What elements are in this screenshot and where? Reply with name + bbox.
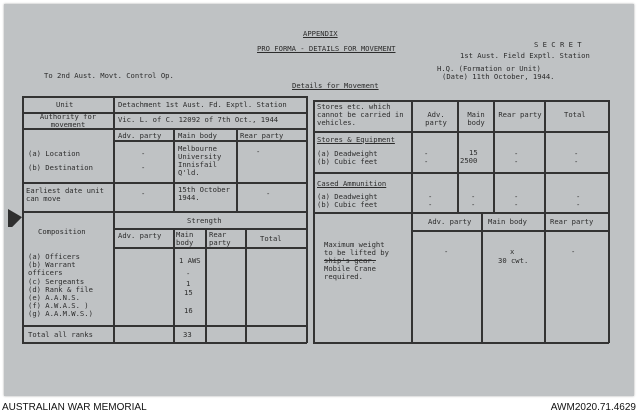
comp-aamws: (g) A.A.M.W.S.)	[28, 309, 93, 318]
rule	[544, 100, 546, 343]
adv-location: -	[141, 149, 146, 158]
cased-main-1: -	[471, 192, 476, 201]
stores-col-rear: Rear party	[498, 110, 542, 119]
footer-bar	[0, 400, 640, 415]
col-main-body: Main body	[178, 131, 217, 140]
main-sergeants: 1	[186, 279, 191, 288]
rule	[236, 128, 238, 212]
rule	[22, 96, 307, 98]
rule	[493, 100, 495, 213]
lift-col-main: Main body	[488, 217, 527, 226]
adv-destination: -	[141, 163, 146, 172]
stores-label: Stores etc. which cannot be carried in vehicles.	[317, 102, 404, 127]
strength-label: Strength	[187, 216, 222, 225]
total-main: 33	[183, 330, 192, 339]
cased-rear-2: -	[514, 200, 519, 209]
rule	[313, 131, 609, 133]
comp-officers: (a) Officers	[28, 252, 80, 261]
cased-total-1: -	[576, 192, 581, 201]
cased-total-2: -	[576, 200, 581, 209]
secret-marking: S E C R E T	[534, 40, 582, 49]
lift-col-adv: Adv. party	[428, 217, 472, 226]
cased-adv-2: -	[428, 200, 433, 209]
location-label: (a) Location	[28, 149, 80, 158]
unit-value: Detachment 1st Aust. Fd. Exptl. Station	[118, 100, 287, 109]
stores-col-total: Total	[564, 110, 586, 119]
rear-earliest: -	[266, 189, 271, 198]
cased-cubic-label: (b) Cubic feet	[317, 200, 378, 209]
eq-cubic-label: (b) Cubic feet	[317, 157, 378, 166]
rule	[22, 96, 24, 343]
rule	[411, 230, 609, 232]
rule	[22, 211, 307, 213]
eq-adv-1: -	[424, 149, 429, 158]
rule	[113, 247, 307, 249]
cased-deadweight-label: (a) Deadweight	[317, 192, 378, 201]
eq-main-1: 15	[469, 148, 478, 157]
stores-equipment-label: Stores & Equipment	[317, 135, 395, 144]
rear-location: -	[256, 147, 261, 156]
strength-col-rear: Rear party	[209, 230, 231, 247]
destination-label: (b) Destination	[28, 163, 93, 172]
adv-earliest: -	[141, 189, 146, 198]
date-line: (Date) 11th October, 1944.	[442, 72, 555, 81]
eq-total-1: -	[574, 149, 579, 158]
earliest-label: Earliest date unit can move	[26, 186, 104, 203]
rule	[313, 212, 609, 214]
to-line: To 2nd Aust. Movt. Control Op.	[44, 71, 174, 80]
mobile-crane-line2: required.	[324, 272, 363, 281]
rule	[22, 182, 307, 184]
main-warrant: -	[186, 269, 191, 278]
rule	[113, 140, 307, 142]
eq-rear-1: -	[514, 149, 519, 158]
rule	[205, 228, 207, 343]
eq-rear-2: -	[514, 157, 519, 166]
strength-col-total: Total	[260, 234, 282, 243]
max-weight-line2: to be lifted by	[324, 248, 389, 257]
appendix-heading: APPENDIX	[303, 29, 338, 38]
authority-value: Vic. L. of C. 12092 of 7th Oct., 1944	[118, 115, 279, 124]
main-awas: 16	[184, 306, 193, 315]
lift-adv-value: -	[444, 247, 449, 256]
eq-main-2: 2500	[460, 156, 478, 165]
stores-col-main: Main body	[467, 110, 485, 127]
cased-ammo-label: Cased Ammunition	[317, 179, 387, 188]
lift-main-x: x	[510, 247, 515, 256]
paper-tear	[8, 209, 22, 227]
rule	[481, 212, 483, 343]
unit-name-line: 1st Aust. Field Exptl. Station	[460, 51, 590, 60]
rule	[313, 342, 609, 344]
main-rank-file: 15	[184, 288, 193, 297]
document-page	[4, 4, 634, 396]
max-weight-line1: Maximum weight	[324, 240, 385, 249]
rule	[22, 342, 307, 344]
eq-deadweight-label: (a) Deadweight	[317, 149, 378, 158]
lift-rear-value: -	[571, 247, 576, 256]
authority-label: Authority for movement	[39, 112, 97, 129]
main-earliest: 15th October 1944.	[178, 185, 230, 202]
main-location: Melbourne University	[178, 144, 222, 161]
cased-rear-1: -	[514, 192, 519, 201]
footer-accession: AWM2020.71.4629	[550, 402, 636, 413]
total-label: Total all ranks	[28, 330, 93, 339]
rule	[457, 100, 459, 213]
eq-total-2: -	[574, 157, 579, 166]
main-destination: Innisfail Q'ld.	[178, 160, 217, 177]
col-rear-party: Rear party	[240, 131, 284, 140]
comp-awas: (f) A.W.A.S. )	[28, 301, 89, 310]
rule	[22, 325, 307, 327]
cased-main-2: -	[471, 200, 476, 209]
col-adv-party: Adv. party	[118, 131, 162, 140]
rule	[411, 100, 413, 343]
cased-adv-1: -	[428, 192, 433, 201]
main-officers: 1 AWS	[179, 256, 201, 265]
lift-col-rear: Rear party	[550, 217, 594, 226]
max-weight-line3: ship's gear.	[324, 256, 376, 265]
mobile-crane-line1: Mobile Crane	[324, 264, 376, 273]
strength-col-main: Main body	[176, 230, 194, 247]
stores-col-adv: Adv. party	[425, 110, 447, 127]
rule	[306, 96, 308, 343]
comp-warrant-officers: (b) Warrant officers	[28, 260, 76, 277]
pro-forma-heading: PRO FORMA - DETAILS FOR MOVEMENT	[257, 44, 396, 53]
comp-sergeants: (c) Sergeants	[28, 277, 85, 286]
composition-label: Composition	[38, 227, 86, 236]
lift-main-weight: 30 cwt.	[498, 256, 529, 265]
rule	[173, 128, 175, 212]
rule	[313, 100, 315, 343]
comp-rank-file: (d) Rank & file	[28, 285, 93, 294]
rule	[173, 228, 175, 343]
details-title: Details for Movement	[292, 81, 379, 90]
hq-line: H.Q. (Formation or Unit)	[437, 64, 541, 73]
strength-col-adv: Adv. party	[118, 231, 162, 240]
rule	[608, 100, 610, 343]
unit-label: Unit	[56, 100, 74, 109]
rule	[313, 172, 609, 174]
eq-adv-2: -	[424, 157, 429, 166]
comp-aans: (e) A.A.N.S.	[28, 293, 80, 302]
rule	[245, 228, 247, 343]
rule	[113, 96, 115, 343]
footer-source: AUSTRALIAN WAR MEMORIAL	[2, 402, 147, 413]
